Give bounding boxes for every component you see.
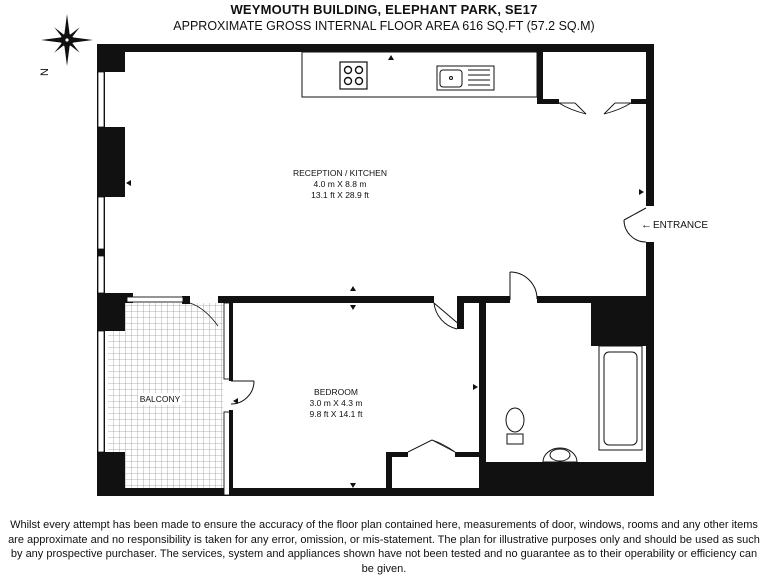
bathroom-door <box>510 272 537 300</box>
cupboard-walls <box>537 52 648 104</box>
basin-icon <box>543 448 577 462</box>
bedroom-metric: 3.0 m X 4.3 m <box>309 398 363 408</box>
balcony-wall <box>229 303 233 496</box>
reception-imperial: 13.1 ft X 28.9 ft <box>311 190 369 200</box>
bedroom-imperial: 9.8 ft X 14.1 ft <box>309 409 363 419</box>
compass-rose-icon <box>41 14 93 66</box>
hob-icon <box>340 62 367 89</box>
floor-area-subtitle: APPROXIMATE GROSS INTERNAL FLOOR AREA 616 SQ.FT (57.2 SQ.M) <box>173 19 595 33</box>
bath-icon <box>599 346 642 450</box>
entrance-label: ENTRANCE <box>653 220 709 231</box>
bedroom-door <box>434 303 461 329</box>
disclaimer-text: Whilst every attempt has been made to ensure the accuracy of the floor plan contained here, measurements of door, windows, rooms and any other items are approximate and no responsibility is taken for any error, omission, or mis-statement. The plan for illustrative purposes only and should be used as such by any prospective purchaser. The services, system and appliances shown have not been tested and no guarantee as to their operability or efficiency can be given. <box>8 519 760 575</box>
entrance-arrow: ← <box>641 219 652 231</box>
plan-title: WEYMOUTH BUILDING, ELEPHANT PARK, SE17 <box>230 2 538 17</box>
cupboard-doors <box>559 103 631 114</box>
reception-metric: 4.0 m X 8.8 m <box>313 179 367 189</box>
bedroom-name: BEDROOM <box>314 387 358 397</box>
kitchen-counter <box>302 52 537 97</box>
wardrobe-doors <box>408 440 455 452</box>
reception-name: RECEPTION / KITCHEN <box>293 168 387 178</box>
compass-north-label: N <box>39 68 51 76</box>
toilet-icon <box>506 408 524 444</box>
balcony-name: BALCONY <box>139 394 181 404</box>
